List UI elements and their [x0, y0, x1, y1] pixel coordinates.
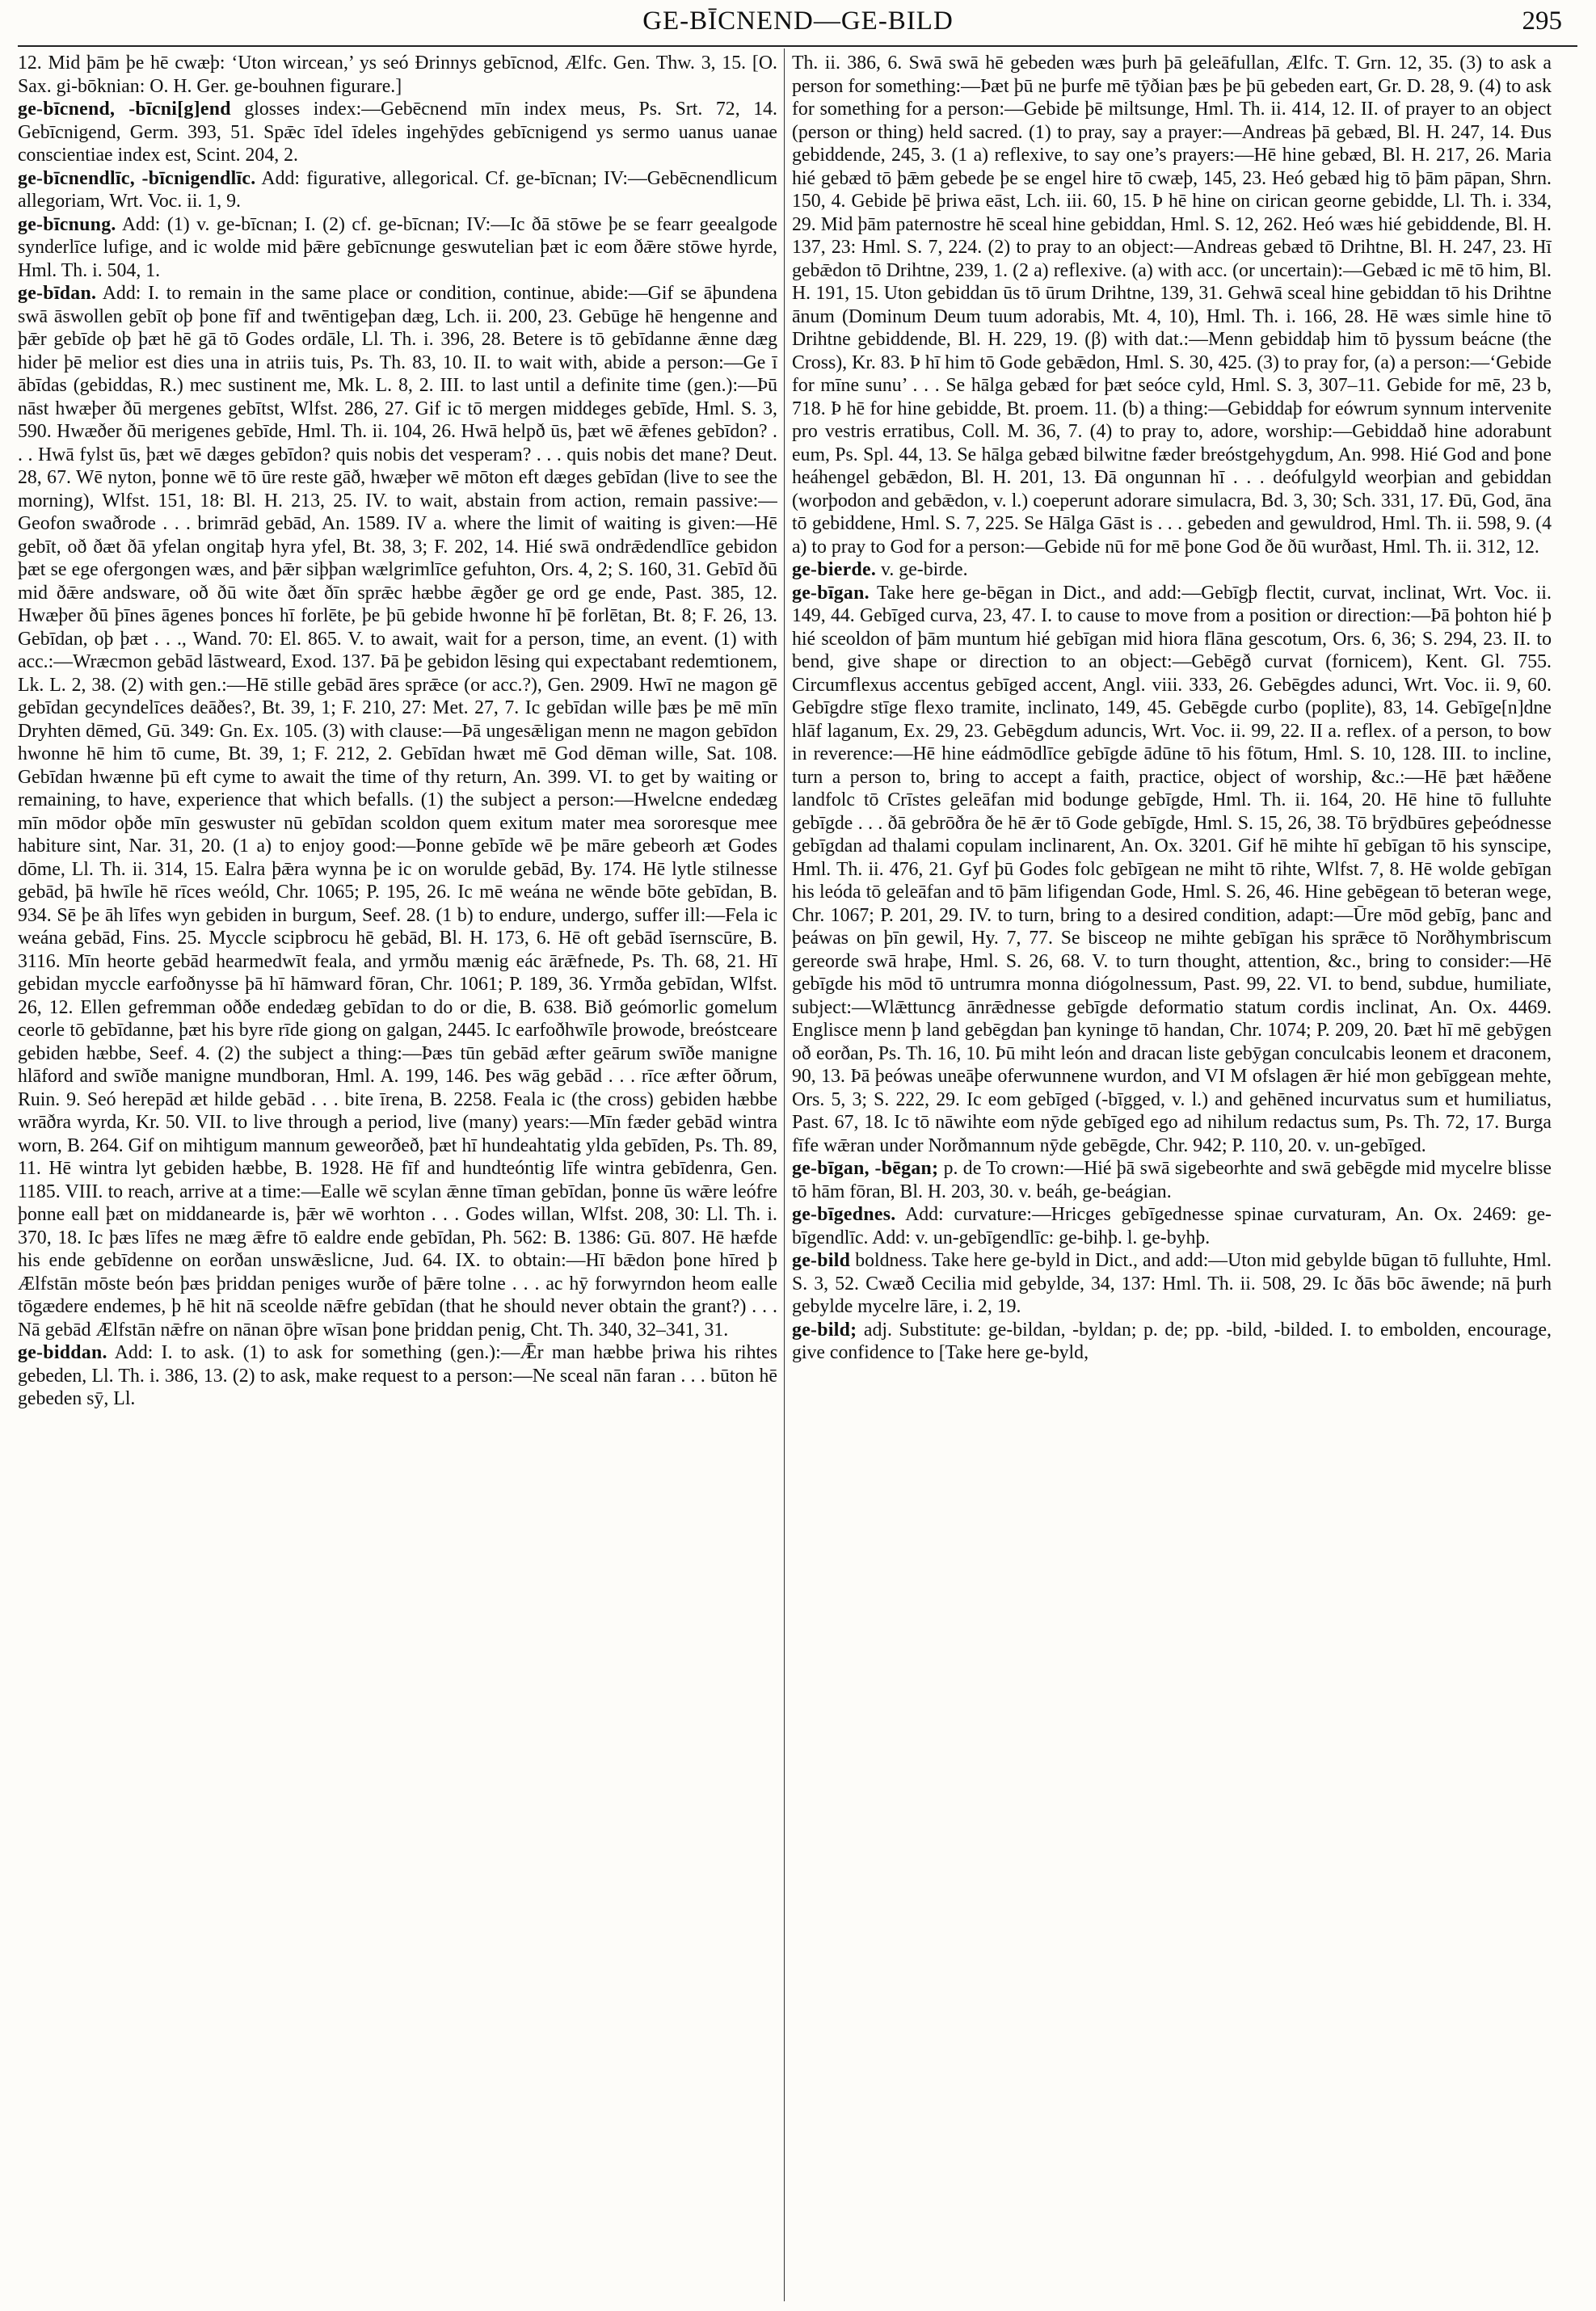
- dictionary-entry: ge-bīgednes. Add: curvature:—Hricges gebīgednesse spinae curvaturam, An. Ox. 2469: ge-bīgendlīc. Add: v. un-gebīgendlīc: ge-bihþ. l. ge-byhþ.: [792, 1204, 1552, 1248]
- headword: ge-bīdan.: [18, 283, 97, 304]
- dictionary-entry: ge-biddan. Add: I. to ask. (1) to ask for something (gen.):—Ǣr man hæbbe þriwa his rihtes gebeden, Ll. Th. i. 386, 13. (2) to ask, make request to a person:—Ne sceal nān faran . . . būton hē gebeden sȳ, Ll.: [18, 1342, 777, 1409]
- headword: ge-bīgan, -bēgan;: [792, 1158, 939, 1179]
- left-column: [18, 52, 777, 2301]
- dictionary-entry: ge-bīgan, -bēgan; p. de To crown:—Hié þā swā sigebeorhte and swā gebēgde mid mycelre blisse tō hām fōran, Bl. H. 203, 30. v. beáh, ge-beágian.: [792, 1158, 1552, 1202]
- dictionary-entry: ge-bīcnendlīc, -bīcnigendlīc. Add: figurative, allegorical. Cf. ge-bīcnan; IV:—Gebēcnendlicum allegoriam, Wrt. Voc. ii. 1, 9.: [18, 167, 777, 212]
- headword: ge-bīgan.: [792, 582, 870, 604]
- headword: ge-bīcnend, -bīcni[g]end: [18, 99, 231, 120]
- dictionary-entry-continued: Th. ii. 386, 6. Swā swā hē gebeden wæs þurh þā geleāfullan, Ælfc. T. Grn. 12, 35. (3) to ask a person for something:—Þæt þū ne þurfe mē tȳðian þæs þe þū gebeden eart, Gr. D. 28, 9. (4) to ask for something for a person:—Gebide þē miltsunge, Hml. Th. ii. 414, 12. II. of prayer to an object (person or thing) held sacred. (1) to pray, say a prayer:—Andreas þā gebæd, Bl. H. 247, 14. Ðus gebiddende, 245, 3. (1 a) reflexive, to say one’s prayers:—Hē hine gebæd, Bl. H. 217, 26. Maria hié gebæd tō þǣm gebede þe se engel hire tō cwæþ, 145, 23. Heó gebæd hig tō þām pāpan, Shrn. 150, 4. Gebide þē þriwa eāst, Lch. iii. 60, 15. Þ hē hine on cirican georne gebidde, Ll. Th. i. 334, 29. Mid þām paternostre hē sceal hine gebiddan, Hml. S. 12, 262. Heó wæs hié gebiddende, Bl. H. 137, 23: Hml. S. 7, 224. (2) to pray to an object:—Andreas gebæd tō Drihtne, Bl. H. 247, 23. Hī gebǣdon tō Drihtne, 239, 1. (2 a) reflexive. (a) with acc. (or uncertain):—Gebæd ic mē tō him, Bl. H. 191, 15. Uton gebiddan ūs tō ūrum Drihtne, 139, 31. Gehwā sceal hine gebiddan tō his Drihtne ānum (Dominum Deum tuum adorabis, Mt. 4, 10), Hml. Th. i. 166, 28. Hē wæs simle hine tō Drihtne gebiddende, Bl. H. 229, 19. (β) with dat.:—Menn gebiddaþ him tō þyssum beácne (the Cross), Kr. 83. Þ hī him tō Gode gebǣdon, Hml. S. 30, 425. (3) to pray for, (a) a person:—‘Gebide for mīne sunu’ . . . Se hālga gebæd for þæt seóce cyld, Hml. S. 3, 307–11. Gebide for mē, 23 b, 718. Þ hē for hine gebidde, Bt. proem. 11. (b) a thing:—Gebiddaþ for eówrum synnum intervenite pro vestris erratibus, Coll. M. 36, 7. (4) to pray to, adore, worship:—Gebiddað hine adorabunt eum, Ps. Spl. 44, 13. Se hālga gebæd bilwitne fæder breóstgehygdum, An. 998. Hié God and þone heáhengel gebǣdon, Bl. H. 201, 13. Ðā ongunnan hī . . . deófulgyld weorþian and gebiddan (worþodon and gebǣdon, v. l.) coeperunt adorare simulacra, Bd. 3, 30; Sch. 331, 17. Ðū, God, āna tō gebiddene, Hml. S. 7, 225. Se Hālga Gāst is . . . gebeden and gewuldrod, Hml. Th. ii. 598, 9. (4 a) to pray to God for a person:—Gebide nū for mē þone God ðe ðū wurðast, Hml. Th. ii. 312, 12.: [792, 53, 1552, 558]
- page-header: [0, 6, 1596, 42]
- right-column: [792, 52, 1552, 2301]
- dictionary-entry: ge-bild boldness. Take here ge-byld in Dict., and add:—Uton mid gebylde būgan tō fulluhte, Hml. S. 3, 52. Cwæð Cecilia mid gebylde, 34, 137: Hml. Th. ii. 508, 29. Ic ðās bōc āwende; nā þurh gebylde mycelre lāre, i. 2, 19.: [792, 1250, 1552, 1317]
- page-number: 295: [1522, 6, 1562, 36]
- dictionary-entry: ge-bierde. v. ge-birde.: [792, 559, 968, 580]
- headword: ge-bild;: [792, 1319, 857, 1341]
- column-divider: [784, 48, 785, 2301]
- dictionary-entry: ge-bīcnung. Add: (1) v. ge-bīcnan; I. (2) cf. ge-bīcnan; IV:—Ic ðā stōwe þe se fearr geealgode synderlīce lufige, and ic wolde mid þǣre gebīcnunge geswutelian þæt ic eom ðǣre stōwe hyrde, Hml. Th. i. 504, 1.: [18, 213, 777, 281]
- dictionary-entry-continued: 12. Mid þām þe hē cwæþ: ‘Uton wircean,’ ys seó Ðrinnys gebīcnod, Ælfc. Gen. Thw. 3, 15. [O. Sax. gi-bōknian: O. H. Ger. ge-bouhnen figurare.]: [18, 53, 777, 97]
- dictionary-entry: ge-bīdan. Add: I. to remain in the same place or condition, continue, abide:—Gif se āþundena swā āswollen gebīt oþ þone fīf and twēntigeþan dæg, Lch. ii. 200, 23. Gebūge hē hengenne and þǣr gebīde oþ þæt hē gā tō Godes ordāle, Ll. Th. i. 396, 28. Betere is tō gebīdanne ǣnne dæg hider þē melior est dies una in atriis tuis, Ps. Th. 83, 10. II. to wait with, abide a person:—Ge ī ābīdas (gebiddas, R.) mec sustinent me, Mk. L. 8, 2. III. to last until a definite time (gen.):—Þū nāst hwæþer ðū mergenes gebītst, Wlfst. 286, 27. Gif ic tō mergen middeges gebīde, Hml. S. 3, 590. Hwæðer ðū merigenes gebīde, Hml. Th. ii. 104, 26. Hwā helpð ūs, þæt wē ǣfenes gebīdon? . . . Hwā fylst ūs, þæt wē dæges gebīdon? quis nobis det vesperam? . . . quis nobis det mane? Deut. 28, 67. Wē nyton, þonne wē tō ūre reste gāð, hwæþer wē mōton eft dæges gebīdan (live to see the morning), Wlfst. 151, 18: Bl. H. 213, 25. IV. to wait, abstain from action, remain passive:—Geofon swaðrode . . . brimrād gebād, An. 1589. IV a. where the limit of waiting is given:—Hē gebīt, oð ðæt ðā yfelan ongitaþ hyra yfel, Bt. 38, 3; F. 202, 14. Hié swā ondrǣdendlīce gebidon þæt se ege ofergongen wæs, and þǣr siþþan wælgrimlīce gefuhton, Ors. 4, 2; S. 160, 31. Gebīd ðū mid ðǣre andsware, oð ðū wite ðæt ðīn sprǣc hæbbe ǣgðer ge ord ge ende, Past. 385, 12. Hwæþer ðū þīnes āgenes þonces hī forlēte, þe þū gebide hwonne hī þē forlētan, Bt. 8; F. 26, 13. Gebīdan, oþ þæt . . ., Wand. 70: El. 865. V. to await, wait for a person, time, an event. (1) with acc.:—Wræcmon gebād lāstweard, Exod. 137. Þā þe gebidon lēsing qui expectabant redemtionem, Lk. L. 2, 38. (2) with gen.:—Hē stille gebād āres sprǣce (or acc.?), Gen. 2909. Hwī ne magon gē gebīdan gecyndelīces deāðes?, Bt. 39, 1; F. 210, 27: Met. 27, 7. Ic gebīdan wille þæs þe mē mīn Dryhten dēmed, Gū. 349: Gn. Ex. 105. (3) with clause:—Þā ungesǣligan menn ne magon gebīdon hwonne hē him tō cume, Bt. 39, 1; F. 212, 2. Gebīdan hwæt mē God dēman wille, Sat. 108. Gebīdan hwænne þū eft cyme to await the time of thy return, An. 399. VI. to get by waiting or remaining, to have, experience that which befalls. (1) the subject a person:—Hwelcne endedæg mīn mōdor oþðe mīn geswuster nū gebīdan scoldon quem exitum mater mea sororesque mee habiture sint, Nar. 31, 20. (1 a) to enjoy good:—Þonne gebīde wē þe māre gebeorh æt Godes dōme, Ll. Th. ii. 314, 15. Ealra þǣra wynna þe ic on worulde gebād, By. 174. Hē lytle stilnesse gebād, þā hwīle hē rīces weóld, Chr. 1065; P. 195, 26. Ic mē weána ne wēnde bōte gebīdan, B. 934. Sē þe āh līfes wyn gebiden in burgum, Seef. 28. (1 b) to endure, undergo, suffer ill:—Fela ic weána gebād, Fins. 25. Myccle scipbrocu hē gebād, Bl. H. 173, 6. Hē oft gebād īsernscūre, B. 3116. Mīn heorte gebād hearmedwīt feala, and yrmðu mænig eác ārǣfnede, Ps. Th. 68, 21. Hī gebidan myccle earfoðnysse þā hī hāmward fōran, Chr. 1061; P. 189, 36. Yrmða gebīdan, Wlfst. 26, 12. Ellen gefremman oððe endedæg gebīdan to do or die, B. 638. Bið geómorlic gomelum ceorle tō gebīdanne, þæt his byre rīde giong on galgan, 2445. Ic earfoðhwīle þrowode, breóstceare gebiden hæbbe, Seef. 4. (2) the subject a thing:—Þæs tūn gebād æfter geārum swīðe manigne hlāford and swīðe manigne mundboran, Hml. A. 199, 146. Þes wāg gebād . . . rīce æfter ōðrum, Ruin. 9. Seó herepād æt hilde gebād . . . bite īrena, B. 2258. Feala ic (the cross) gebiden hæbbe wrāðra wyrda, Kr. 50. VII. to live through a period, live (many) years:—Mīn fæder gebād wintra worn, B. 264. Gif on mihtigum mannum geweorðeð, þæt hī hundeahtatig ylda gebīden, Ps. Th. 89, 11. Hē wintra lyt gebiden hæbbe, B. 1928. Hē fīf and hundteóntig līfe wintra gebīdenra, Gen. 1185. VIII. to reach, arrive at a time:—Ealle wē scylan ǣnne tīman gebīdan, þonne ūs wǣre leófre þonne eall þæt on middanearde is, þǣr wē worhton . . . Godes willan, Wlfst. 208, 30: Ll. Th. i. 370, 18. Ic þæs līfes ne mæg ǣfre tō ealdre ende gebīdan, Ph. 562: B. 1386: Gū. 807. Hē hæfde his ende gebīdenne on eorðan unswǣslicne, Jud. 64. IX. to obtain:—Hī bǣdon þone hīred þ Ælfstān mōste beón þæs þriddan peniges wurðe of þǣre tolne . . . ac hȳ forwyrndon heom ealle tōgædere endemes, þ hē hit nā sceolde nǣfre gebīdan (that he should never obtain the grant?) . . . Nā gebād Ælfstān nǣfre on nānan ōþre wīsan þone þriddan penig, Cht. Th. 340, 32–341, 31.: [18, 283, 777, 1341]
- headword: ge-bīgednes.: [792, 1204, 896, 1225]
- header-rule: [18, 45, 1577, 47]
- running-head: GE-BĪCNEND—GE-BILD: [642, 6, 954, 36]
- headword: ge-bīcnung.: [18, 213, 116, 235]
- dictionary-entry: ge-bīcnend, -bīcni[g]end glosses index:—Gebēcnend mīn index meus, Ps. Srt. 72, 14. Gebīcnigend, Germ. 393, 51. Spǣc īdel īdeles ingehȳdes gebīcnigend ys sermo uanus uanae conscientiae index est, Scint. 204, 2.: [18, 99, 777, 166]
- headword: ge-biddan.: [18, 1342, 107, 1363]
- headword: ge-bīcnendlīc, -bīcnigendlīc.: [18, 167, 256, 189]
- dictionary-entry: ge-bīgan. Take here ge-bēgan in Dict., and add:—Gebīgþ flectit, curvat, inclinat, Wrt. Voc. ii. 149, 44. Gebīged curva, 23, 47. I. to cause to move from a position or direction:—Þā þohton hié þ hié sceoldon of þām muntum hié gebīgan mid hiora flāna gescotum, Ors. 6, 36; S. 294, 23. II. to bend, give shape or direction to an object:—Gebēgð curvat (fornicem), Kent. Gl. 755. Circumflexus accentus gebīged accent, Angl. viii. 333, 26. Gebēgdes adunci, Wrt. Voc. ii. 9, 60. Gebīgdre stīge flexo tramite, inclinato, 149, 45. Gebēgde curbo (poplite), 83, 14. Gebīge[n]dne hlāf laganum, Ex. 29, 23. Gebēgdum aduncis, Wrt. Voc. ii. 99, 22. II a. reflex. of a person, to bow in reverence:—Hē hine eádmōdlīce gebīgde ādūne tō his fōtum, Hml. S. 10, 128. III. to incline, turn a person to, bring to accept a faith, practice, object of worship, &c.:—Hē þæt hǣðene landfolc tō Crīstes geleāfan mid bodunge gebīgde, Hml. Th. ii. 164, 20. Hē hine tō fulluhte gebīgde . . . ðā gebrōðra ðe hē ǣr tō Gode gebīgde, Hml. S. 15, 26, 38. Tō brȳdbūres geþeódnesse gebīgdan ad thalami copulam inclinarent, An. Ox. 3201. Gif hē mihte hī gebīgan tō his synscipe, Hml. Th. ii. 476, 21. Gyf þū Godes folc gebīgean ne miht tō rihte, Wlfst. 7, 8. Hē wolde gebīgan his leóda tō geleāfan and tō þām lifigendan Gode, Hml. S. 26, 46. Hine gebēgean tō beteran wege, Chr. 1067; P. 201, 29. IV. to turn, bring to a desired condition, adapt:—Ūre mōd gebīg, þanc and þeáwas on þīn gewil, Hy. 7, 77. Se bisceop ne mihte gebīgan his sprǣce tō Norðhymbriscum gereorde swā hraþe, Hml. S. 26, 68. V. to turn thought, attention, &c., bring to consider:—Hē gebīgde his mōd tō untrumra monna diógolnessum, Past. 99, 22. VI. to bend, subdue, humiliate, subject:—Wlǣttuncg ānrǣdnesse gebīgde deformatio statum cordis inclinat, An. Ox. 4469. Englisce menn þ land gebēgdan þan kyninge tō handan, Chr. 1074; P. 209, 20. Þæt hī mē gebȳgen oð eorðan, Ps. Th. 16, 10. Þū miht león and dracan liste gebȳgan conculcabis leonem et draconem, 90, 13. Þā þeówas uneāþe oferwunnene wurdon, and VI M ofslagen ǣr hié mon gebīggean mehte, Ors. 5, 3; S. 222, 29. Ic eom gebīged (-bīgged, v. l.) and gehēned incurvatus sum et humiliatus, Past. 67, 18. Ic tō nāwihte eom nȳde gebīged ego ad nihilum redactus sum, Ps. Th. 72, 17. Burga fīfe wǣran under Norðmannum nȳde gebēgde, Chr. 942; P. 110, 20. v. un-gebīged.: [792, 582, 1552, 1156]
- headword: ge-bierde.: [792, 559, 877, 580]
- headword: ge-bild: [792, 1250, 851, 1271]
- dictionary-entry: ge-bild; adj. Substitute: ge-bildan, -byldan; p. de; pp. -bild, -bilded. I. to embolden, encourage, give confidence to [Take here ge-byld,: [792, 1319, 1552, 1363]
